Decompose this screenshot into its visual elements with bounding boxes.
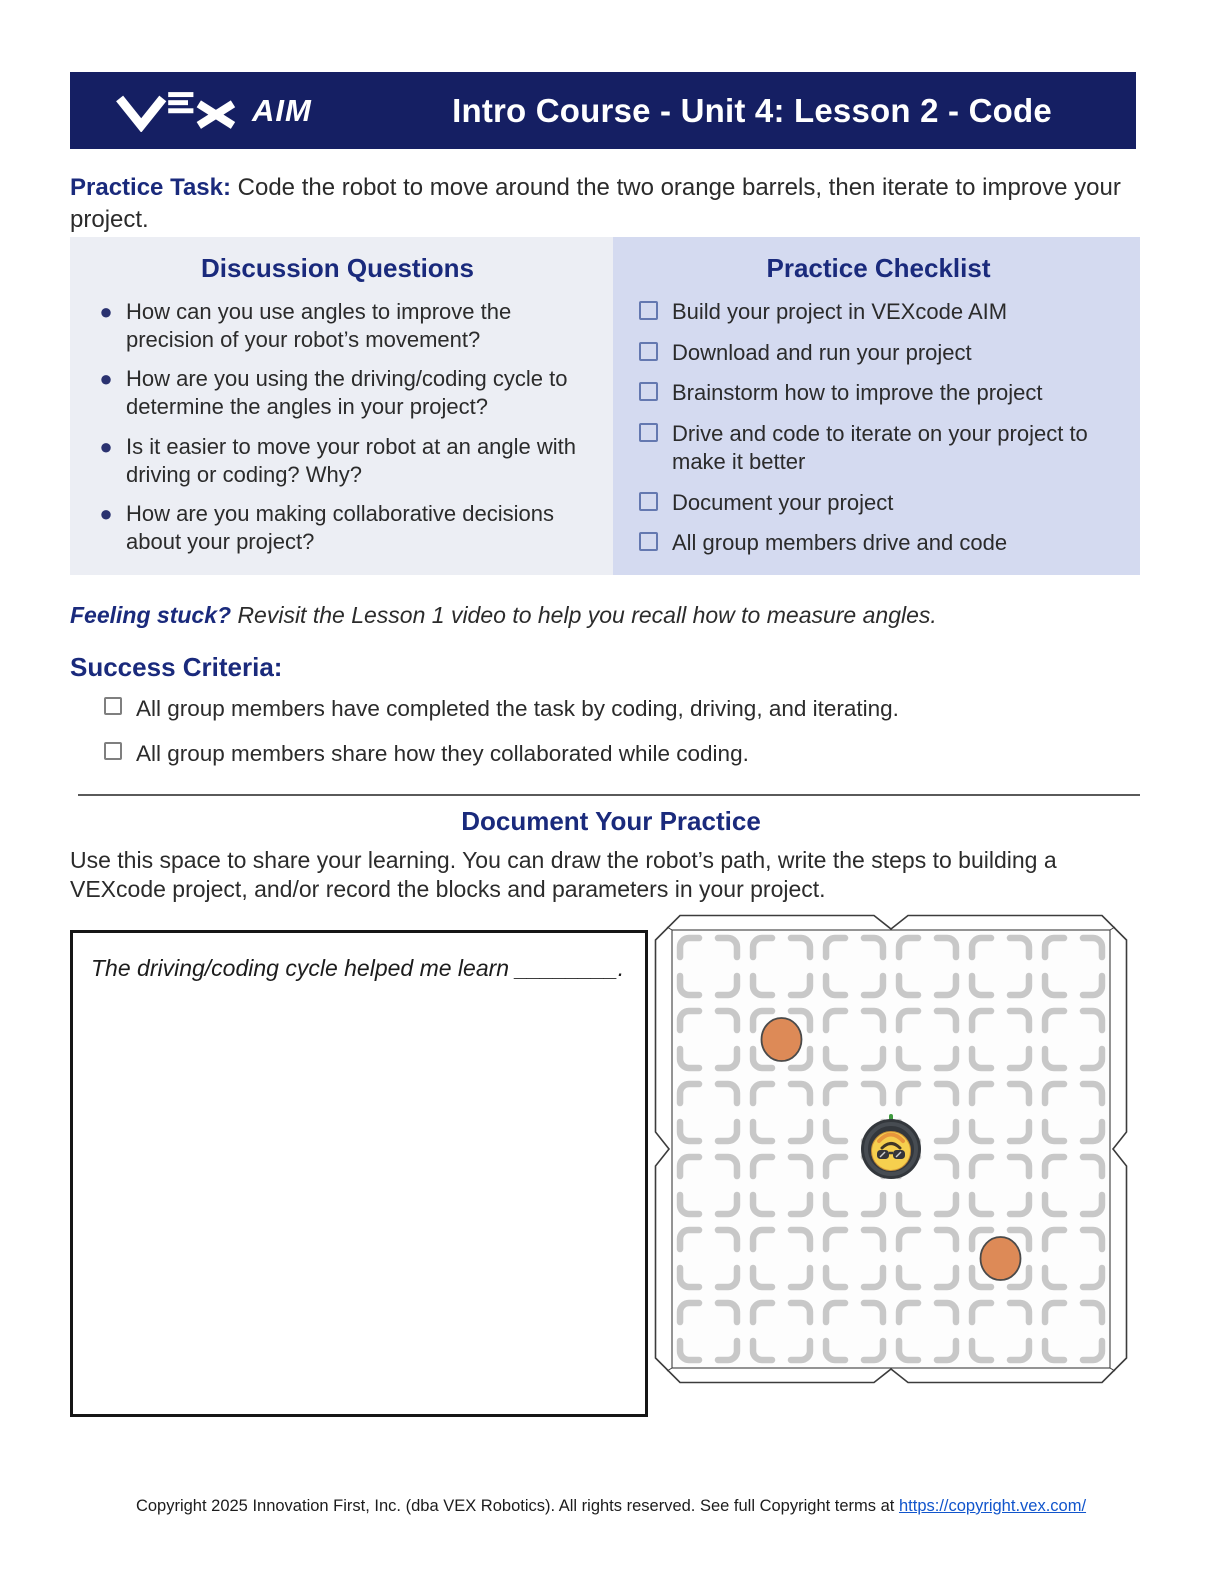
checklist-item-text: Build your project in VEXcode AIM [672, 299, 1008, 324]
logo-aim-text: AIM [252, 92, 312, 128]
checklist-item-text: All group members drive and code [672, 530, 1008, 556]
checklist-item-text: Document your project [672, 489, 894, 515]
practice-task-label: Practice Task: [70, 174, 231, 201]
checkbox-icon [639, 492, 658, 511]
discussion-question: How are you using the driving/coding cycle to determine the angles in your project? [126, 366, 568, 420]
list-item [104, 695, 899, 722]
discussion-panel [70, 237, 613, 575]
list-item [104, 740, 899, 767]
checklist-panel [613, 237, 1140, 575]
checklist-item-text: Brainstorm how to improve the project [672, 380, 1043, 406]
success-criteria-list [104, 695, 899, 785]
list-item [635, 529, 1122, 557]
vex-aim-logo [70, 90, 380, 132]
discussion-title: Discussion Questions [200, 253, 475, 283]
feeling-stuck-note [70, 602, 1160, 629]
list-item [635, 298, 1122, 326]
header-bar [70, 72, 1136, 149]
practice-task [70, 172, 1144, 235]
bullet-icon: ● [99, 501, 113, 527]
discussion-list [86, 298, 589, 556]
answer-box [70, 930, 648, 1417]
list-item [635, 420, 1122, 475]
list-item [635, 489, 1122, 517]
discussion-question: How are you making collaborative decisions about your project? [126, 501, 554, 555]
checkbox-icon [639, 532, 658, 551]
answer-prompt: The driving/coding cycle helped me learn ________. [91, 955, 625, 981]
copyright-link[interactable]: https://copyright.vex.com/ [898, 1497, 1087, 1515]
bullet-icon: ● [99, 299, 113, 324]
checklist-item-text: Download and run your project [672, 339, 972, 365]
checklist-item-text: Drive and code to iterate on your project to make it better [672, 421, 1088, 474]
section-divider [78, 794, 1140, 796]
list-item [635, 339, 1122, 367]
list-item [635, 379, 1122, 407]
orange-barrel [981, 1237, 1021, 1280]
checkbox-icon [639, 342, 658, 361]
checkbox-icon [104, 697, 122, 715]
success-criteria-title: Success Criteria: [70, 652, 283, 682]
copyright-text: Copyright 2025 Innovation First, Inc. (dba VEX Robotics). All rights reserved. See full Copyright terms at [135, 1497, 899, 1515]
list-item [86, 365, 589, 420]
practice-field [654, 914, 1128, 1384]
vex-logo-icon [116, 90, 242, 132]
list-item [86, 433, 589, 488]
list-item [86, 500, 589, 555]
checklist-title: Practice Checklist [766, 253, 991, 283]
checkbox-icon [639, 423, 658, 442]
bullet-icon: ● [99, 433, 113, 459]
feeling-stuck-text: Revisit the Lesson 1 video to help you recall how to measure angles. [237, 602, 937, 628]
checkbox-icon [639, 301, 658, 320]
discussion-question: Is it easier to move your robot at an angle with driving or coding? Why? [126, 433, 577, 487]
success-criteria-text: All group members share how they collaborated while coding. [136, 741, 749, 766]
checklist-list [635, 298, 1122, 557]
copyright-footer [0, 1497, 1222, 1516]
orange-barrel [762, 1018, 802, 1061]
document-practice-intro: Use this space to share your learning. You can draw the robot’s path, write the steps to building a VEXcode project, and/or record the blocks and parameters in your project. [70, 847, 1057, 903]
panels-row [70, 237, 1140, 575]
bullet-icon: ● [99, 366, 113, 392]
document-practice-title: Document Your Practice [461, 806, 761, 836]
feeling-stuck-label: Feeling stuck? [70, 602, 232, 628]
checkbox-icon [639, 382, 658, 401]
page-title: Intro Course - Unit 4: Lesson 2 - Code [452, 91, 1052, 129]
field-wrap [654, 914, 1128, 1384]
list-item [86, 298, 589, 353]
discussion-question: How can you use angles to improve the precision of your robot’s movement? [126, 299, 512, 352]
success-criteria-text: All group members have completed the task by coding, driving, and iterating. [136, 696, 899, 721]
practice-task-text: Code the robot to move around the two orange barrels, then iterate to improve your project. [70, 174, 1121, 233]
checkbox-icon [104, 742, 122, 760]
